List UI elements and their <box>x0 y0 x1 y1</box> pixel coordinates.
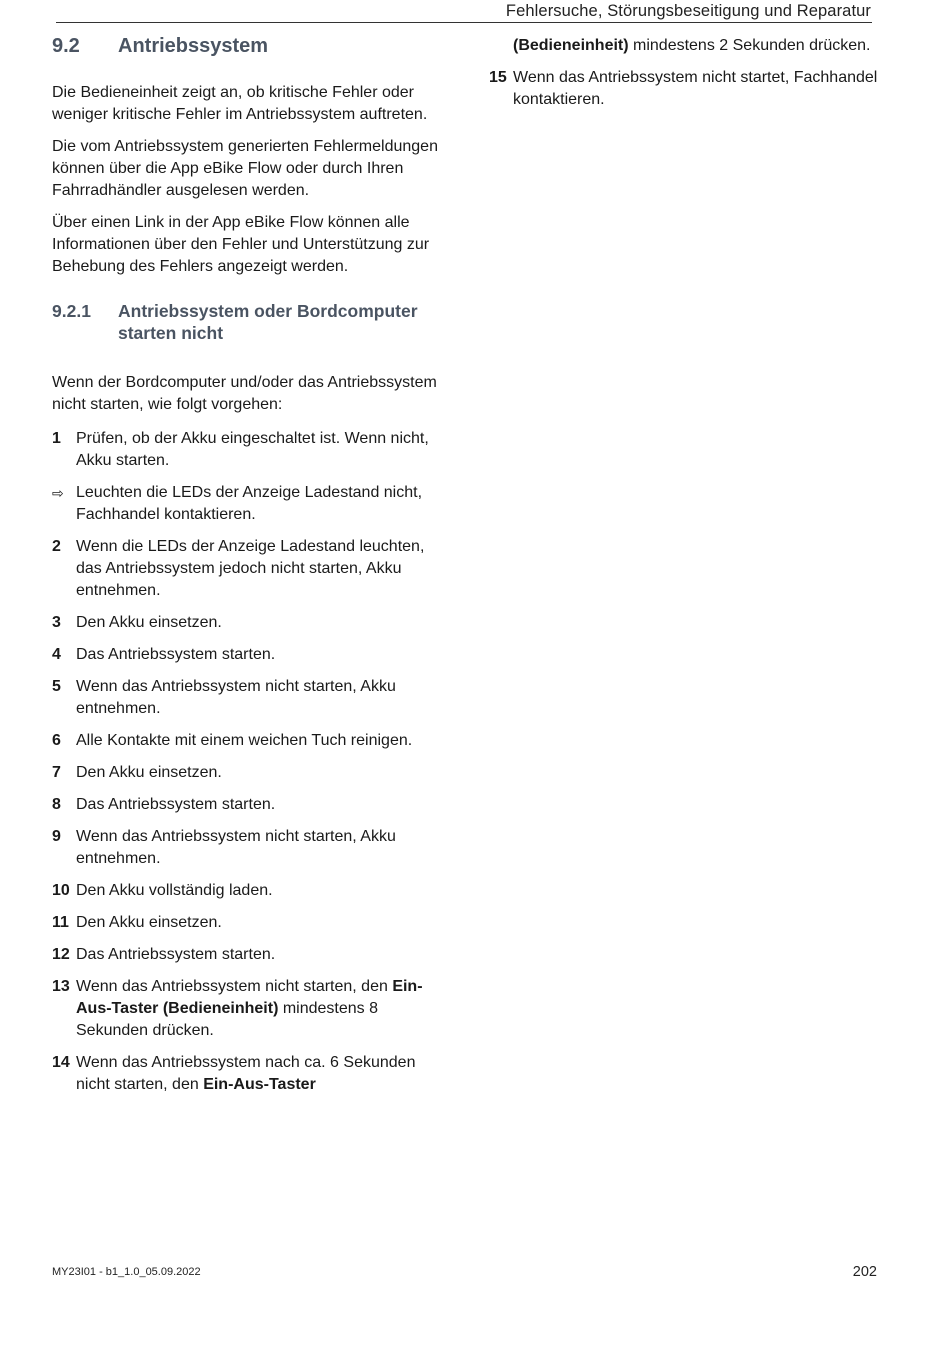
list-item <box>52 730 444 752</box>
step-text: Prüfen, ob der Akku eingeschaltet ist. Wenn nicht, Akku starten. <box>76 430 429 469</box>
step-text: Den Akku einsetzen. <box>76 764 222 781</box>
list-item <box>52 944 444 966</box>
lead-paragraph: Wenn der Bordcomputer und/oder das Antriebssystem nicht starten, wie folgt vorgehen: <box>52 374 437 413</box>
step-number: 12 <box>52 946 70 963</box>
step-text-part: Wenn das Antriebssystem nach ca. 6 Sekunden nicht starten, den <box>76 1054 416 1093</box>
section-title: Antriebssystem <box>118 35 269 57</box>
step-number: 3 <box>52 614 61 631</box>
page-number: 202 <box>852 1264 877 1280</box>
step-number: 8 <box>52 796 61 813</box>
list-item <box>489 67 881 111</box>
step-text <box>76 1052 444 1096</box>
steps-list <box>52 428 444 1096</box>
footer-doc-id: MY23I01 - b1_1.0_05.09.2022 <box>52 1266 201 1278</box>
step-text: Das Antriebssystem starten. <box>76 646 276 663</box>
button-name-bold: Ein-Aus-Taster <box>203 1076 316 1093</box>
step-text <box>513 35 881 57</box>
step-text: Leuchten die LEDs der Anzeige Ladestand nicht, Fachhandel kontaktieren. <box>76 484 423 523</box>
step-text: Wenn das Antriebssystem nicht starten, Akku entnehmen. <box>76 678 396 717</box>
step-number: 14 <box>52 1054 70 1071</box>
right-column <box>489 35 881 121</box>
intro-paragraph: Die Bedieneinheit zeigt an, ob kritische Fehler oder weniger kritische Fehler im Antriebssystem auftreten. <box>52 84 428 123</box>
section-heading <box>52 35 444 58</box>
list-item <box>52 1052 444 1096</box>
step-text: Das Antriebssystem starten. <box>76 946 276 963</box>
step-number: 5 <box>52 678 61 695</box>
list-item <box>52 826 444 870</box>
list-item <box>52 794 444 816</box>
step-number: 6 <box>52 732 61 749</box>
subsection-title: Antriebssystem oder Bordcomputer starten nicht <box>118 301 418 343</box>
section-number: 9.2 <box>52 35 80 57</box>
step-text: Den Akku einsetzen. <box>76 614 222 631</box>
list-item <box>52 536 444 602</box>
step-number: 15 <box>489 69 507 86</box>
step-number: 9 <box>52 828 61 845</box>
list-item <box>52 482 444 526</box>
step-text-part: mindestens 8 Sekunden drücken. <box>76 1000 379 1039</box>
list-item <box>52 612 444 634</box>
result-arrow-icon: ⇨ <box>52 485 64 501</box>
step-text-part: mindestens 2 Sekunden drücken. <box>628 37 871 54</box>
step-text: Den Akku vollständig laden. <box>76 882 273 899</box>
step-number: 1 <box>52 430 61 447</box>
header-rule <box>56 22 872 23</box>
step-number: 7 <box>52 764 61 781</box>
step-number: 4 <box>52 646 61 663</box>
step-number: 10 <box>52 882 70 899</box>
step-text: Den Akku einsetzen. <box>76 914 222 931</box>
button-name-bold: (Bedieneinheit) <box>513 37 629 54</box>
running-head: Fehlersuche, Störungsbeseitigung und Reparatur <box>505 2 871 20</box>
step-text-part: Wenn das Antriebssystem nicht starten, den <box>76 978 393 995</box>
list-item <box>52 762 444 784</box>
subsection-heading <box>52 300 444 344</box>
list-item <box>52 428 444 472</box>
list-item <box>52 644 444 666</box>
list-item <box>52 976 444 1042</box>
list-item-continuation <box>489 35 881 57</box>
subsection-number: 9.2.1 <box>52 301 91 321</box>
intro-paragraph: Über einen Link in der App eBike Flow können alle Informationen über den Fehler und Unterstützung zur Behebung des Fehlers angezeigt werden. <box>52 214 430 275</box>
step-text: Das Antriebssystem starten. <box>76 796 276 813</box>
step-text: Wenn das Antriebssystem nicht starten, Akku entnehmen. <box>76 828 396 867</box>
step-number: 13 <box>52 978 70 995</box>
list-item <box>52 676 444 720</box>
step-number: 11 <box>52 914 69 931</box>
intro-paragraph: Die vom Antriebssystem generierten Fehlermeldungen können über die App eBike Flow oder durch Ihren Fahrradhändler ausgelesen werden. <box>52 138 438 199</box>
step-number: 2 <box>52 538 61 555</box>
left-column <box>52 35 444 1106</box>
button-name-bold: Ein-Aus-Taster (Bedieneinheit) <box>76 978 423 1017</box>
step-text: Wenn die LEDs der Anzeige Ladestand leuchten, das Antriebssystem jedoch nicht starten, Akku entnehmen. <box>76 538 425 599</box>
list-item <box>52 912 444 934</box>
step-text: Alle Kontakte mit einem weichen Tuch reinigen. <box>76 732 413 749</box>
step-text: Wenn das Antriebssystem nicht startet, Fachhandel kontaktieren. <box>513 69 878 108</box>
step-text <box>76 976 444 1042</box>
list-item <box>52 880 444 902</box>
